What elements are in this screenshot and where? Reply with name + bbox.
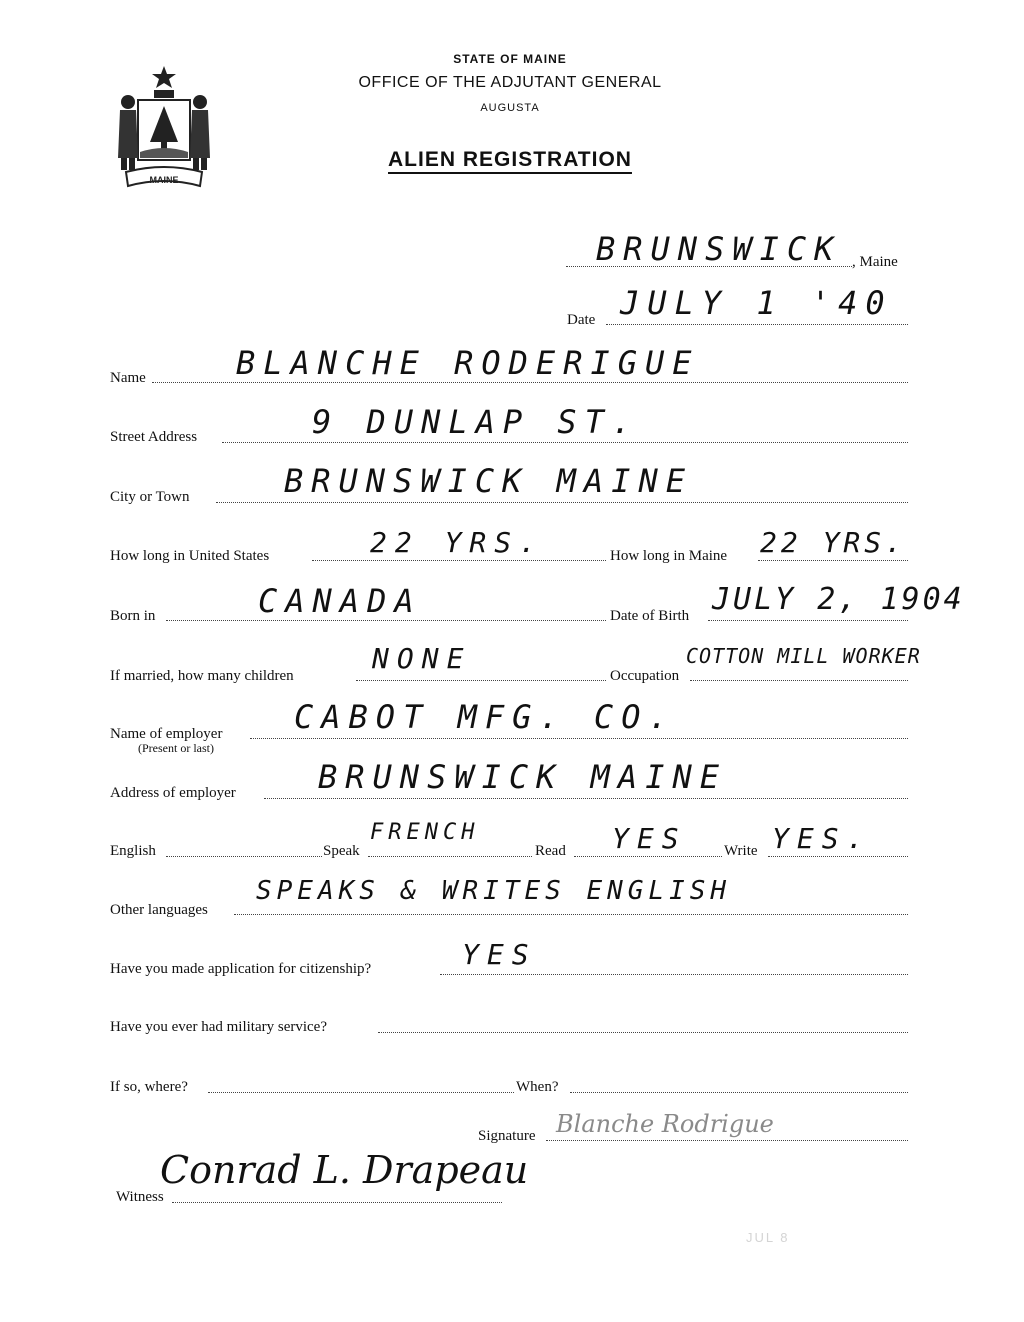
received-stamp: JUL 8 [746,1230,790,1245]
read-value: YES [612,822,687,855]
children-label: If married, how many children [110,668,294,684]
header-state: STATE OF MAINE [453,52,567,66]
write-label: Write [724,843,758,859]
witness-signature: Conrad L. Drapeau [160,1148,529,1192]
occupation-value: COTTON MILL WORKER [686,644,921,668]
date-of-birth-line [708,620,908,621]
employer-address-label: Address of employer [110,785,236,801]
how-long-us-line [312,560,606,561]
street-address-label: Street Address [110,429,198,445]
name-line [152,382,908,383]
date-line [606,324,908,325]
date-value: JULY 1 '40 [620,284,893,322]
occupation-label: Occupation [610,668,680,684]
when-label: When? [516,1079,559,1095]
children-value: NONE [372,642,472,675]
how-long-us-label: How long in United States [110,548,270,564]
born-in-value: CANADA [258,582,422,620]
how-long-maine-value: 22 YRS. [760,526,907,559]
witness-label: Witness [116,1189,164,1205]
employer-label: Name of employer [110,726,223,742]
street-address-value: 9 DUNLAP ST. [312,403,640,441]
write-value: YES. [772,822,872,855]
speak-label: Speak [323,843,360,859]
employer-address-line [264,798,908,799]
read-line [574,856,722,857]
occupation-line [690,680,908,681]
signature-line [546,1140,908,1141]
military-line [378,1032,908,1033]
signature-value: Blanche Rodrigue [556,1110,774,1138]
maine-seal-icon [108,62,220,194]
name-value: BLANCHE RODERIGUE [236,344,700,382]
speak-line [368,856,532,857]
form-title: ALIEN REGISTRATION [388,148,632,171]
city-label: City or Town [110,489,190,505]
other-languages-label: Other languages [110,902,208,918]
maine-suffix: , Maine [852,254,898,270]
city-line [216,502,908,503]
citizenship-line [440,974,908,975]
employer-line [250,738,908,739]
if-so-where-line [208,1092,514,1093]
how-long-maine-line [758,560,908,561]
town-value: BRUNSWICK [596,230,842,268]
when-line [570,1092,908,1093]
citizenship-label: Have you made application for citizenship? [110,961,372,977]
english-line [166,856,322,857]
other-languages-value: SPEAKS & WRITES ENGLISH [256,876,732,906]
write-line [768,856,908,857]
name-label: Name [110,370,146,386]
how-long-maine-label: How long in Maine [610,548,728,564]
born-in-label: Born in [110,608,156,624]
date-of-birth-value: JULY 2, 1904 [712,582,965,617]
citizenship-value: YES [462,938,537,971]
read-label: Read [535,843,566,859]
employer-value: CABOT MFG. CO. [294,698,676,736]
street-address-line [222,442,908,443]
header-city: AUGUSTA [480,102,540,114]
employer-address-value: BRUNSWICK MAINE [318,758,727,796]
speak-value: FRENCH [370,820,480,845]
children-line [356,680,606,681]
how-long-us-value: 22 YRS. [370,526,545,559]
city-value: BRUNSWICK MAINE [284,462,693,500]
military-label: Have you ever had military service? [110,1019,327,1035]
english-label: English [110,843,156,859]
employer-note: (Present or last) [138,741,214,755]
witness-line [172,1202,502,1203]
date-of-birth-label: Date of Birth [610,608,690,624]
if-so-where-label: If so, where? [110,1079,188,1095]
date-label: Date [567,312,596,328]
state-seal [108,62,220,194]
born-in-line [166,620,606,621]
signature-label: Signature [478,1128,536,1144]
header-office: OFFICE OF THE ADJUTANT GENERAL [358,74,662,91]
other-languages-line [234,914,908,915]
seal-banner: MAINE [149,175,179,185]
